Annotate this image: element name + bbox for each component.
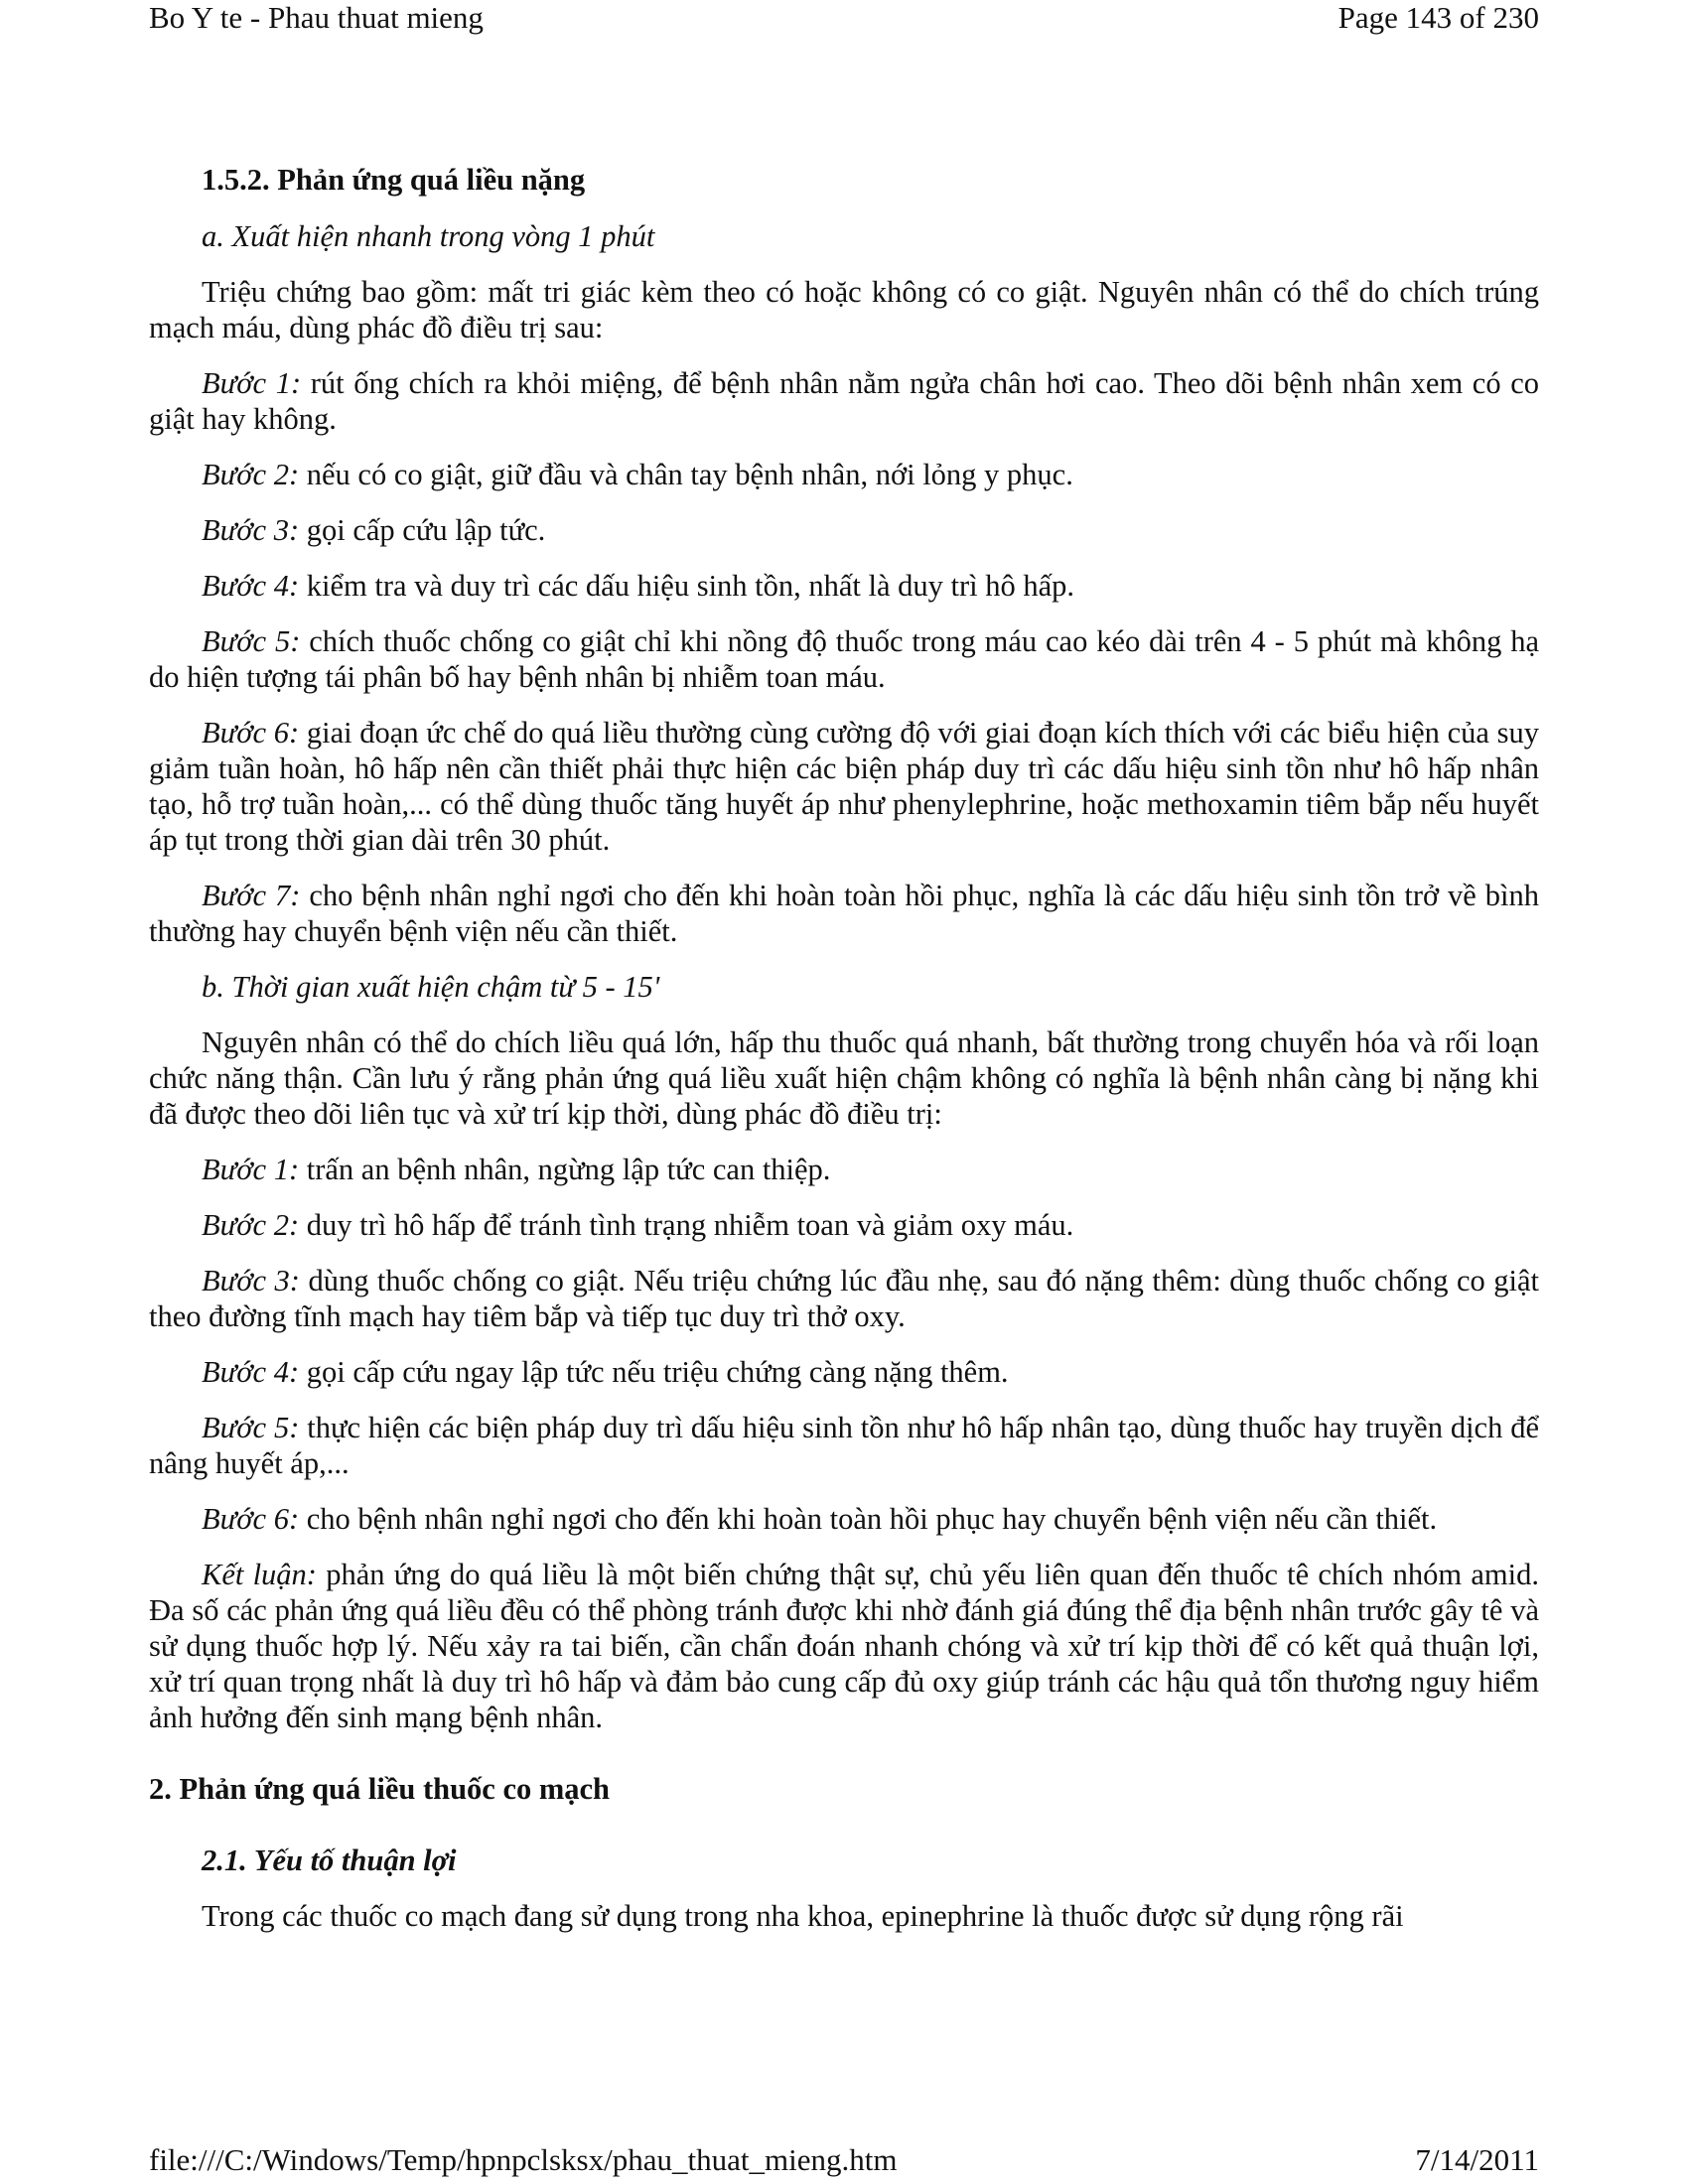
step-text: kiểm tra và duy trì các dấu hiệu sinh tồn, nhất là duy trì hô hấp. bbox=[299, 569, 1075, 603]
step-paragraph bbox=[149, 623, 1539, 695]
conclusion-label: Kết luận: bbox=[202, 1558, 317, 1591]
conclusion-paragraph bbox=[149, 1557, 1539, 1735]
step-text: gọi cấp cứu ngay lập tức nếu triệu chứng càng nặng thêm. bbox=[299, 1355, 1009, 1389]
step-text: gọi cấp cứu lập tức. bbox=[299, 513, 546, 547]
step-paragraph bbox=[149, 715, 1539, 858]
step-label: Bước 2: bbox=[202, 458, 300, 491]
step-label: Bước 3: bbox=[202, 513, 300, 547]
step-paragraph bbox=[149, 1263, 1539, 1334]
section-heading-2: 2. Phản ứng quá liều thuốc co mạch bbox=[149, 1772, 611, 1806]
step-text: dùng thuốc chống co giật. Nếu triệu chứng lúc đầu nhẹ, sau đó nặng thêm: dùng thuốc chống co giật theo đường tĩnh mạch hay tiêm bắp và tiếp tục duy trì thở oxy. bbox=[149, 1264, 1539, 1333]
paragraph-2-1: Trong các thuốc co mạch đang sử dụng trong nha khoa, epinephrine là thuốc được sử dụng rộng rãi bbox=[202, 1899, 1404, 1933]
paragraph-b-intro: Nguyên nhân có thể do chích liều quá lớn, hấp thu thuốc quá nhanh, bất thường trong chuyển hóa và rối loạn chức năng thận. Cần lưu ý rằng phản ứng quá liều xuất hiện chậm không có nghĩa là bệnh nhân càng bị nặng khi đã được theo dõi liên tục và xử trí kịp thời, dùng phác đồ điều trị: bbox=[149, 1025, 1539, 1131]
step-text: rút ống chích ra khỏi miệng, để bệnh nhân nằm ngửa chân hơi cao. Theo dõi bệnh nhân xem có co giật hay không. bbox=[149, 366, 1539, 436]
step-text: nếu có co giật, giữ đầu và chân tay bệnh nhân, nới lỏng y phục. bbox=[299, 458, 1073, 491]
step-paragraph bbox=[149, 365, 1539, 437]
document-title: Bo Y te - Phau thuat mieng bbox=[149, 0, 484, 35]
step-text: duy trì hô hấp để tránh tình trạng nhiễm toan và giảm oxy máu. bbox=[299, 1208, 1074, 1242]
page-footer bbox=[149, 2142, 1539, 2182]
step-paragraph bbox=[149, 512, 1539, 548]
step-text: thực hiện các biện pháp duy trì dấu hiệu sinh tồn như hô hấp nhân tạo, dùng thuốc hay truyền dịch để nâng huyết áp,... bbox=[149, 1411, 1539, 1480]
paragraph-a-intro: Triệu chứng bao gồm: mất tri giác kèm theo có hoặc không có co giật. Nguyên nhân có thể do chích trúng mạch máu, dùng phác đồ điều trị sau: bbox=[149, 275, 1539, 344]
step-paragraph bbox=[149, 1152, 1539, 1187]
step-text: cho bệnh nhân nghỉ ngơi cho đến khi hoàn toàn hồi phục hay chuyển bệnh viện nếu cần thiết. bbox=[299, 1502, 1438, 1536]
step-text: chích thuốc chống co giật chỉ khi nồng độ thuốc trong máu cao kéo dài trên 4 - 5 phút mà không hạ do hiện tượng tái phân bố hay bệnh nhân bị nhiễm toan máu. bbox=[149, 624, 1539, 694]
subsection-b-heading: b. Thời gian xuất hiện chậm từ 5 - 15' bbox=[202, 970, 660, 1004]
step-paragraph bbox=[149, 1207, 1539, 1243]
page-header bbox=[149, 0, 1539, 40]
step-text: giai đoạn ức chế do quá liều thường cùng cường độ với giai đoạn kích thích với các biểu hiện của suy giảm tuần hoàn, hô hấp nên cần thiết phải thực hiện các biện pháp duy trì các dấu hiệu sinh tồn như hô hấp nhân tạo, hỗ trợ tuần hoàn,... có thể dùng thuốc tăng huyết áp như phenylephrine, hoặc methoxamin tiêm bắp nếu huyết áp tụt trong thời gian dài trên 30 phút. bbox=[149, 716, 1539, 857]
step-text: cho bệnh nhân nghỉ ngơi cho đến khi hoàn toàn hồi phục, nghĩa là các dấu hiệu sinh tồn trở về bình thường hay chuyển bệnh viện nếu cần thiết. bbox=[149, 879, 1539, 948]
step-label: Bước 5: bbox=[202, 1411, 300, 1444]
footer-date: 7/14/2011 bbox=[1415, 2142, 1539, 2177]
step-label: Bước 6: bbox=[202, 1502, 300, 1536]
step-paragraph bbox=[149, 568, 1539, 604]
page-number: Page 143 of 230 bbox=[1337, 0, 1539, 35]
conclusion-text: phản ứng do quá liều là một biến chứng thật sự, chủ yếu liên quan đến thuốc tê chích nhóm amid. Đa số các phản ứng quá liều đều có thể phòng tránh được khi nhờ đánh giá đúng thể địa bệnh nhân trước gây tê và sử dụng thuốc hợp lý. Nếu xảy ra tai biến, cần chẩn đoán nhanh chóng và xử trí kịp thời để có kết quả thuận lợi, xử trí quan trọng nhất là duy trì hô hấp và đảm bảo cung cấp đủ oxy giúp tránh các hậu quả tổn thương nguy hiểm ảnh hưởng đến sinh mạng bệnh nhân. bbox=[149, 1558, 1539, 1734]
step-paragraph bbox=[149, 878, 1539, 949]
step-label: Bước 4: bbox=[202, 569, 300, 603]
step-label: Bước 5: bbox=[202, 624, 301, 658]
step-paragraph bbox=[149, 1354, 1539, 1390]
step-label: Bước 3: bbox=[202, 1264, 300, 1297]
document-body bbox=[149, 162, 1539, 1934]
step-label: Bước 7: bbox=[202, 879, 301, 912]
step-label: Bước 1: bbox=[202, 366, 302, 400]
subsection-a-heading: a. Xuất hiện nhanh trong vòng 1 phút bbox=[202, 219, 655, 253]
step-label: Bước 2: bbox=[202, 1208, 300, 1242]
section-heading-2-1: 2.1. Yếu tố thuận lợi bbox=[202, 1843, 457, 1877]
step-text: trấn an bệnh nhân, ngừng lập tức can thiệp. bbox=[299, 1153, 831, 1186]
section-heading-1-5-2: 1.5.2. Phản ứng quá liều nặng bbox=[202, 163, 586, 197]
footer-url: file:///C:/Windows/Temp/hpnpclsksx/phau_thuat_mieng.htm bbox=[149, 2142, 898, 2177]
step-paragraph bbox=[149, 457, 1539, 492]
step-label: Bước 6: bbox=[202, 716, 300, 750]
step-paragraph bbox=[149, 1410, 1539, 1481]
step-paragraph bbox=[149, 1501, 1539, 1537]
step-label: Bước 4: bbox=[202, 1355, 300, 1389]
step-label: Bước 1: bbox=[202, 1153, 300, 1186]
